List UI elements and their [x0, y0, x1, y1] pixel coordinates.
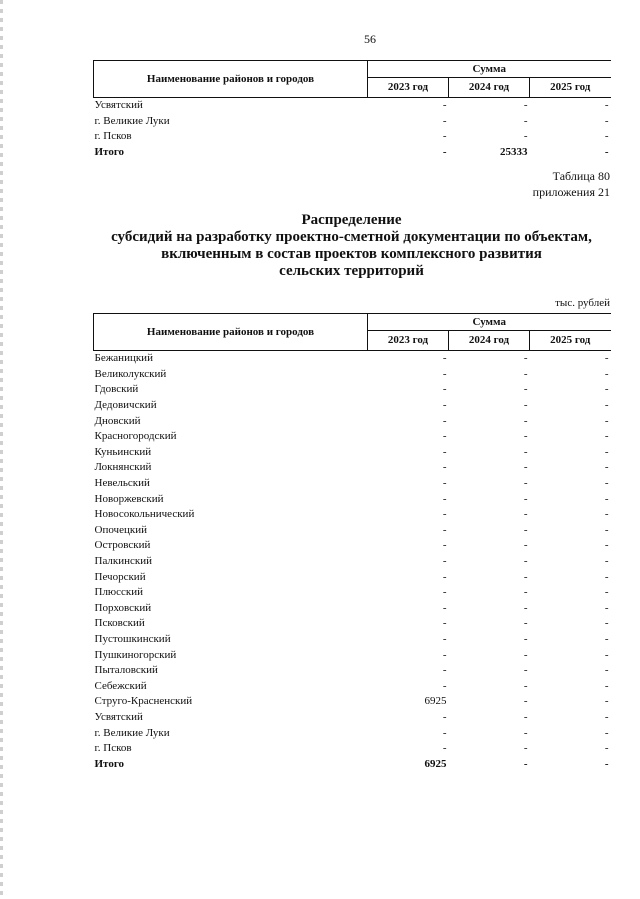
amount-2023: - [442, 710, 447, 723]
amount-2024: - [523, 114, 528, 127]
amount-2024: - [523, 601, 528, 614]
district-name: Локнянский [94, 461, 152, 474]
amount-2023: 6925 [424, 695, 447, 708]
amount-2025: - [604, 508, 609, 521]
units-label: тыс. рублей [555, 297, 610, 309]
amount-2024: - [523, 477, 528, 490]
amount-2025: - [604, 710, 609, 723]
amount-2024: - [523, 523, 528, 536]
column-header-sum: Сумма [368, 314, 611, 331]
district-name: г. Псков [94, 742, 132, 755]
amount-2025: - [604, 430, 609, 443]
table-row [94, 507, 611, 523]
allocation-table-continued [93, 60, 611, 160]
amount-2024: - [523, 383, 528, 396]
table-row [94, 554, 611, 570]
column-header-2024: 2024 год [449, 77, 530, 97]
table-row [94, 367, 611, 383]
heading-line-4: сельских территорий [279, 263, 424, 279]
amount-2025: - [604, 523, 609, 536]
district-name: Красногородский [94, 430, 177, 443]
district-name: Палкинский [94, 555, 153, 568]
table-row [94, 413, 611, 429]
column-header-2023: 2023 год [368, 77, 449, 97]
district-name: Порховский [94, 601, 152, 614]
district-name: Куньинский [94, 445, 152, 458]
amount-2023: - [442, 352, 447, 365]
amount-2023: - [442, 586, 447, 599]
district-name: Струго-Красненский [94, 695, 193, 708]
amount-2024: - [523, 130, 528, 143]
appendix-reference: приложения 21 [532, 185, 610, 199]
column-header-2025: 2025 год [530, 330, 611, 350]
amount-2024: - [523, 461, 528, 474]
amount-2023: - [442, 367, 447, 380]
table-row [94, 632, 611, 648]
page-number: 56 [364, 32, 376, 46]
table-row [94, 678, 611, 694]
district-name: Себежский [94, 679, 147, 692]
heading-line-2: субсидий на разработку проектно-сметной документации по объектам, [111, 229, 592, 245]
amount-2023: - [442, 461, 447, 474]
district-name: Новоржевский [94, 492, 164, 505]
amount-2023: - [442, 679, 447, 692]
amount-2023: - [442, 445, 447, 458]
amount-2024: - [523, 710, 528, 723]
amount-2025: - [604, 695, 609, 708]
table-row [94, 491, 611, 507]
amount-2025: - [604, 742, 609, 755]
amount-2025: - [604, 757, 609, 770]
amount-2023: - [442, 523, 447, 536]
amount-2023: 6925 [424, 757, 447, 770]
document-heading [93, 212, 610, 280]
district-name: Пустошкинский [94, 632, 171, 645]
amount-2024: - [523, 430, 528, 443]
amount-2025: - [604, 99, 609, 112]
amount-2024: - [523, 508, 528, 521]
table-row [94, 382, 611, 398]
table-number: Таблица 80 [552, 169, 610, 183]
amount-2024: - [523, 757, 528, 770]
amount-2023: - [442, 477, 447, 490]
amount-2024: - [523, 367, 528, 380]
amount-2023: - [442, 430, 447, 443]
table-row [94, 741, 611, 757]
table-row [94, 725, 611, 741]
amount-2023: - [442, 130, 447, 143]
district-name: г. Псков [94, 130, 132, 143]
amount-2025: - [604, 352, 609, 365]
table-row [94, 569, 611, 585]
district-name: Пыталовский [94, 664, 158, 677]
table-row [94, 585, 611, 601]
amount-2024: - [523, 648, 528, 661]
district-name: Усвятский [94, 710, 143, 723]
amount-2025: - [604, 367, 609, 380]
amount-2024: - [523, 399, 528, 412]
district-name: Усвятский [94, 99, 143, 112]
total-row [94, 145, 611, 161]
table-row [94, 476, 611, 492]
table-row [94, 114, 611, 130]
column-header-name: Наименование районов и городов [94, 314, 368, 351]
amount-2024: - [523, 492, 528, 505]
district-name: Плюсский [94, 586, 144, 599]
allocation-table-80 [93, 313, 611, 772]
district-name: Печорский [94, 570, 146, 583]
amount-2025: - [604, 492, 609, 505]
amount-2024: - [523, 570, 528, 583]
amount-2023: - [442, 664, 447, 677]
amount-2024: - [523, 352, 528, 365]
amount-2025: - [604, 679, 609, 692]
table-row [94, 445, 611, 461]
amount-2023: - [442, 742, 447, 755]
district-name: Бежаницкий [94, 352, 153, 365]
table-row [94, 460, 611, 476]
total-label: Итого [94, 146, 125, 159]
amount-2024: - [523, 617, 528, 630]
amount-2024: - [523, 539, 528, 552]
amount-2023: - [442, 617, 447, 630]
table-row [94, 538, 611, 554]
column-header-2023: 2023 год [368, 330, 449, 350]
district-name: г. Великие Луки [94, 726, 170, 739]
amount-2025: - [604, 570, 609, 583]
amount-2024: - [523, 695, 528, 708]
amount-2024: - [523, 742, 528, 755]
amount-2024: - [523, 632, 528, 645]
table-row [94, 129, 611, 145]
amount-2025: - [604, 648, 609, 661]
column-header-name: Наименование районов и городов [94, 61, 368, 98]
amount-2024: - [523, 586, 528, 599]
district-name: Гдовский [94, 383, 139, 396]
district-name: Дновский [94, 414, 141, 427]
table-row [94, 616, 611, 632]
amount-2025: - [604, 146, 609, 159]
table-body [94, 98, 611, 161]
amount-2023: - [442, 399, 447, 412]
amount-2025: - [604, 383, 609, 396]
table-row [94, 523, 611, 539]
district-name: Островский [94, 539, 151, 552]
table-row [94, 647, 611, 663]
table-row [94, 429, 611, 445]
amount-2023: - [442, 492, 447, 505]
amount-2024: - [523, 414, 528, 427]
amount-2023: - [442, 570, 447, 583]
amount-2025: - [604, 632, 609, 645]
table-row [94, 398, 611, 414]
heading-line-3: включенным в состав проектов комплексного развития [161, 246, 542, 262]
amount-2024: - [523, 664, 528, 677]
amount-2025: - [604, 114, 609, 127]
amount-2023: - [442, 383, 447, 396]
column-header-sum: Сумма [368, 61, 611, 78]
amount-2023: - [442, 99, 447, 112]
amount-2025: - [604, 414, 609, 427]
amount-2023: - [442, 508, 447, 521]
table-row [94, 601, 611, 617]
district-name: Пушкиногорский [94, 648, 177, 661]
amount-2025: - [604, 539, 609, 552]
amount-2025: - [604, 477, 609, 490]
amount-2023: - [442, 414, 447, 427]
amount-2024: 25333 [500, 146, 528, 159]
district-name: Новосокольнический [94, 508, 195, 521]
table-row [94, 710, 611, 726]
district-name: Опочецкий [94, 523, 147, 536]
table-row [94, 663, 611, 679]
amount-2023: - [442, 146, 447, 159]
amount-2023: - [442, 632, 447, 645]
amount-2023: - [442, 114, 447, 127]
amount-2025: - [604, 399, 609, 412]
amount-2025: - [604, 664, 609, 677]
amount-2023: - [442, 555, 447, 568]
table-row [94, 98, 611, 114]
amount-2023: - [442, 648, 447, 661]
amount-2025: - [604, 617, 609, 630]
amount-2025: - [604, 461, 609, 474]
amount-2025: - [604, 601, 609, 614]
scan-edge-artifact [0, 0, 3, 899]
column-header-2024: 2024 год [449, 330, 530, 350]
total-label: Итого [94, 757, 125, 770]
district-name: Невельский [94, 477, 150, 490]
amount-2024: - [523, 726, 528, 739]
column-header-2025: 2025 год [530, 77, 611, 97]
amount-2024: - [523, 555, 528, 568]
amount-2025: - [604, 726, 609, 739]
table-body [94, 351, 611, 773]
district-name: г. Великие Луки [94, 114, 170, 127]
district-name: Дедовичский [94, 399, 157, 412]
table-row [94, 351, 611, 367]
table-row [94, 694, 611, 710]
amount-2023: - [442, 539, 447, 552]
amount-2024: - [523, 445, 528, 458]
total-row [94, 756, 611, 772]
amount-2025: - [604, 445, 609, 458]
amount-2023: - [442, 601, 447, 614]
amount-2024: - [523, 99, 528, 112]
amount-2024: - [523, 679, 528, 692]
amount-2023: - [442, 726, 447, 739]
heading-line-1: Распределение [301, 212, 402, 228]
amount-2025: - [604, 555, 609, 568]
district-name: Великолукский [94, 367, 167, 380]
amount-2025: - [604, 130, 609, 143]
district-name: Псковский [94, 617, 145, 630]
amount-2025: - [604, 586, 609, 599]
